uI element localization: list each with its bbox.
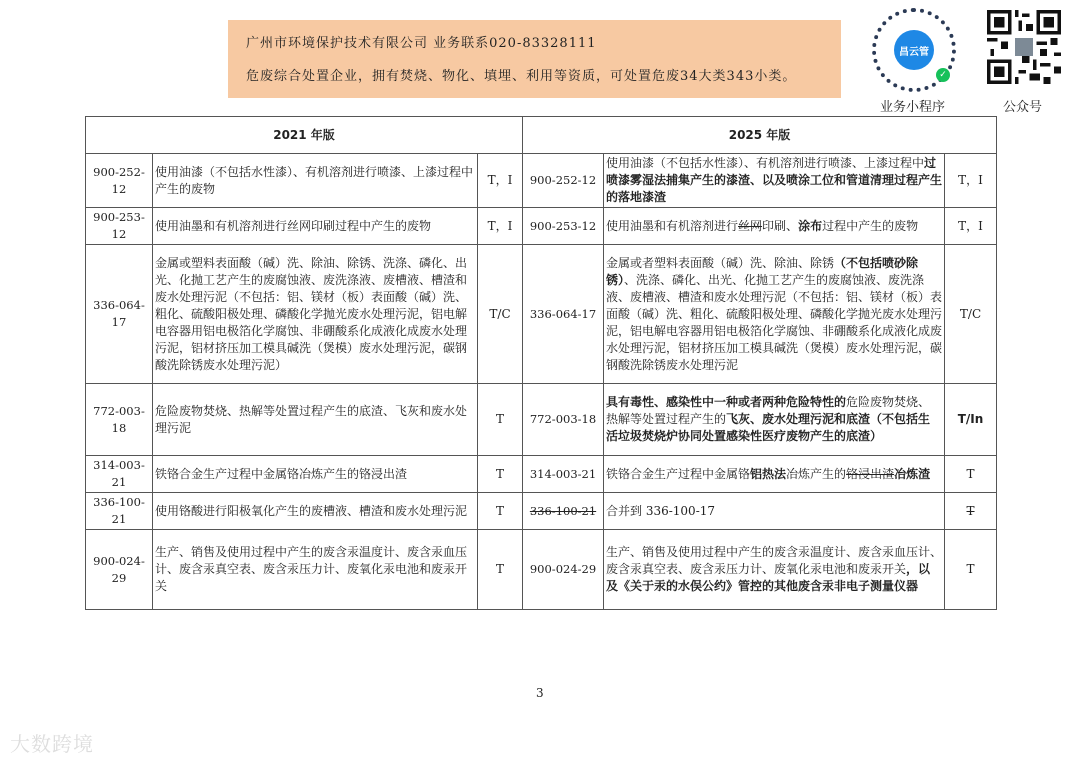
official-account-qr-code[interactable] (987, 10, 1061, 84)
code-2025: 336-064-17 (523, 245, 604, 384)
hazard-2021: T，I (478, 154, 523, 208)
description-2025: 合并到 336-100-17 (604, 493, 945, 530)
description-2021: 使用油墨和有机溶剂进行丝网印刷过程中产生的废物 (153, 208, 478, 245)
code-2025: 314-003-21 (523, 456, 604, 493)
code-2025: 336-100-21 (523, 493, 604, 530)
code-2021: 772-003-18 (86, 384, 153, 456)
description-2021: 生产、销售及使用过程中产生的废含汞温度计、废含汞血压计、废含汞真空表、废含汞压力计、废氧化汞电池和废汞开关 (153, 530, 478, 610)
description-2025: 使用油墨和有机溶剂进行丝网印刷、涂布过程中产生的废物 (604, 208, 945, 245)
code-2025: 772-003-18 (523, 384, 604, 456)
official-account-label: 公众号 (1003, 100, 1043, 115)
page-number: 3 (536, 686, 544, 700)
description-2025: 铁铬合金生产过程中金属铬铝热法冶炼产生的铬浸出渣冶炼渣 (604, 456, 945, 493)
header-banner (228, 20, 841, 98)
table-row (86, 208, 997, 245)
hazard-2025: T (945, 530, 997, 610)
mini-program-label: 业务小程序 (880, 100, 946, 115)
description-2021: 金属或塑料表面酸（碱）洗、除油、除锈、洗涤、磷化、出光、化抛工艺产生的废腐蚀液、废洗涤液、废槽液、槽渣和废水处理污泥（不包括：铝、镁材（板）表面酸（碱）洗、粗化、硫酸阳极处理、磷酸化学抛光废水处理污泥，铝电解电容器用铝电极箔化学腐蚀、非硼酸系化成液化成废水处理污泥，铝材挤压加工模具碱洗（煲模）废水处理污泥，碳钢酸洗除锈废水处理污泥） (153, 245, 478, 384)
mini-program-logo: 昌云管 (894, 30, 934, 70)
code-2021: 900-024-29 (86, 530, 153, 610)
description-2025: 具有毒性、感染性中一种或者两种危险特性的危险废物焚烧、热解等处置过程产生的飞灰、废水处理污泥和底渣（不包括生活垃圾焚烧炉协同处置感染性医疗废物产生的底渣） (604, 384, 945, 456)
hazard-2021: T (478, 384, 523, 456)
code-2021: 336-064-17 (86, 245, 153, 384)
description-2021: 使用铬酸进行阳极氧化产生的废槽液、槽渣和废水处理污泥 (153, 493, 478, 530)
code-2021: 900-252-12 (86, 154, 153, 208)
code-2025: 900-024-29 (523, 530, 604, 610)
code-2025: 900-253-12 (523, 208, 604, 245)
description-2025: 使用油漆（不包括水性漆）、有机溶剂进行喷漆、上漆过程中过喷漆雾湿法捕集产生的漆渣、以及喷涂工位和管道清理过程产生的落地漆渣 (604, 154, 945, 208)
table-header-row (86, 117, 997, 154)
company-description: 危废综合处置企业，拥有焚烧、物化、填埋、利用等资质，可处置危废34大类343小类。 (246, 69, 797, 84)
hazard-2021: T (478, 530, 523, 610)
hazard-2021: T (478, 493, 523, 530)
table-row (86, 530, 997, 610)
description-2021: 铁铬合金生产过程中金属铬冶炼产生的铬浸出渣 (153, 456, 478, 493)
hazardous-waste-comparison-table (85, 116, 997, 610)
header-2021: 2021 年版 (86, 117, 523, 154)
table-row (86, 245, 997, 384)
code-2021: 900-253-12 (86, 208, 153, 245)
code-2021: 314-003-21 (86, 456, 153, 493)
mini-program-code[interactable] (868, 8, 962, 92)
description-2025: 金属或者塑料表面酸（碱）洗、除油、除锈（不包括喷砂除锈）、洗涤、磷化、出光、化抛工艺产生的废腐蚀液、废洗涤液、废槽液、槽渣和废水处理污泥（不包括：铝、镁材（板）表面酸（碱）洗、粗化、硫酸阳极处理、磷酸化学抛光废水处理污泥，铝电解电容器用铝电极箔化学腐蚀、非硼酸系化成液化成废水处理污泥，铝材挤压加工模具碱洗（煲模）废水处理污泥，碳钢酸洗除锈废水处理污泥 (604, 245, 945, 384)
description-2021: 使用油漆（不包括水性漆）、有机溶剂进行喷漆、上漆过程中产生的废物 (153, 154, 478, 208)
code-2021: 336-100-21 (86, 493, 153, 530)
description-2025: 生产、销售及使用过程中产生的废含汞温度计、废含汞血压计、废含汞真空表、废含汞压力计、废氧化汞电池和废汞开关，以及《关于汞的水俣公约》管控的其他废含汞非电子测量仪器 (604, 530, 945, 610)
hazard-2021: T (478, 456, 523, 493)
wechat-mini-icon: ✓ (936, 68, 950, 82)
table-row (86, 384, 997, 456)
company-contact: 广州市环境保护技术有限公司 业务联系020-83328111 (246, 36, 597, 51)
watermark: 大数跨境 (10, 732, 94, 756)
hazard-2025: T (945, 456, 997, 493)
hazard-2021: T，I (478, 208, 523, 245)
hazard-2025: T/In (945, 384, 997, 456)
hazard-2025: T/C (945, 245, 997, 384)
table-row (86, 493, 997, 530)
table-row (86, 456, 997, 493)
hazard-2021: T/C (478, 245, 523, 384)
hazard-2025: T，I (945, 154, 997, 208)
hazard-2025: T (945, 493, 997, 530)
code-2025: 900-252-12 (523, 154, 604, 208)
description-2021: 危险废物焚烧、热解等处置过程产生的底渣、飞灰和废水处理污泥 (153, 384, 478, 456)
hazard-2025: T，I (945, 208, 997, 245)
table-row (86, 154, 997, 208)
header-2025: 2025 年版 (523, 117, 997, 154)
